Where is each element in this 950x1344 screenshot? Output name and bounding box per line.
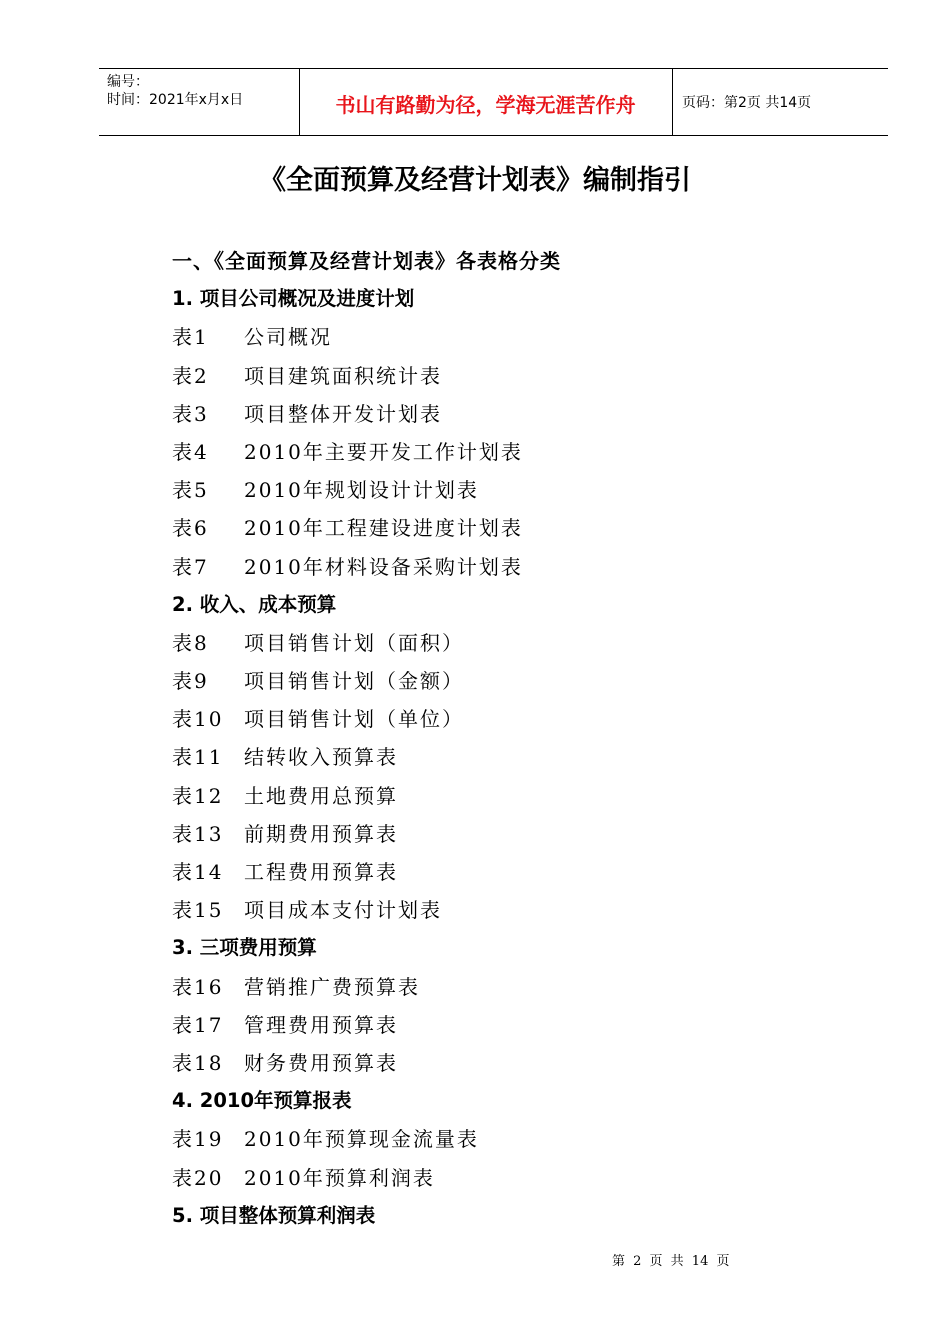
- table-number: 表2: [172, 363, 209, 388]
- subsection-heading: 5. 项目整体预算利润表: [172, 1203, 376, 1227]
- table-list-item: [172, 815, 892, 853]
- table-list-item: [172, 509, 892, 547]
- table-number: 表11: [172, 745, 224, 770]
- table-number: 表4: [172, 439, 209, 464]
- table-list-item: [172, 1006, 892, 1044]
- table-list-item: [172, 471, 892, 509]
- table-title: 财务费用预算表: [244, 1050, 398, 1075]
- table-list-item: [172, 318, 892, 356]
- page-footer: 第 2 页 共 14 页: [612, 1254, 730, 1269]
- table-number: 表17: [172, 1012, 224, 1037]
- table-title: 项目销售计划（面积）: [244, 630, 464, 655]
- table-number: 表8: [172, 630, 209, 655]
- table-number: 表3: [172, 401, 209, 426]
- table-title: 2010年材料设备采购计划表: [244, 554, 523, 579]
- header-motto-cell: [299, 69, 673, 135]
- header-left-cell: [99, 69, 300, 135]
- table-list-item: [172, 1159, 892, 1197]
- table-title: 项目整体开发计划表: [244, 401, 442, 426]
- table-list-item: [172, 433, 892, 471]
- document-title: 《全面预算及经营计划表》编制指引: [259, 165, 691, 196]
- table-number: 表9: [172, 669, 209, 694]
- table-title: 2010年规划设计计划表: [244, 478, 479, 503]
- table-list-item: [172, 548, 892, 586]
- table-title: 营销推广费预算表: [244, 974, 420, 999]
- table-list-item: [172, 738, 892, 776]
- table-list-item: [172, 968, 892, 1006]
- motto-text: 书山有路勤为径，学海无涯苦作舟: [335, 93, 636, 117]
- date-label: 时间：2021年x月x日: [107, 92, 244, 108]
- table-list-item: [172, 853, 892, 891]
- table-list-item: [172, 1044, 892, 1082]
- table-list-item: [172, 777, 892, 815]
- table-list-item: [172, 700, 892, 738]
- page-label: 页码：第2页 共14页: [682, 95, 812, 111]
- table-title: 2010年工程建设进度计划表: [244, 516, 523, 541]
- table-list-item: [172, 357, 892, 395]
- number-label: 编号：: [107, 74, 149, 90]
- section-heading: 一、《全面预算及经营计划表》各表格分类: [172, 249, 561, 273]
- header-right-cell: [672, 69, 888, 135]
- table-list-item: [172, 662, 892, 700]
- subsection-heading: 2. 收入、成本预算: [172, 592, 337, 616]
- table-number: 表19: [172, 1127, 224, 1152]
- table-title: 土地费用总预算: [244, 783, 398, 808]
- document-body: [172, 242, 892, 1235]
- table-title: 2010年预算利润表: [244, 1165, 435, 1190]
- table-list-item: [172, 395, 892, 433]
- table-title: 工程费用预算表: [244, 860, 398, 884]
- table-title: 项目建筑面积统计表: [244, 363, 442, 388]
- table-title: 项目成本支付计划表: [244, 898, 442, 923]
- subsection-heading: 4. 2010年预算报表: [172, 1089, 352, 1113]
- table-number: 表1: [172, 325, 209, 350]
- table-title: 管理费用预算表: [244, 1012, 398, 1037]
- table-title: 2010年预算现金流量表: [244, 1127, 479, 1152]
- table-list-item: [172, 1120, 892, 1158]
- table-number: 表5: [172, 478, 209, 503]
- table-number: 表15: [172, 898, 224, 923]
- table-number: 表12: [172, 783, 224, 808]
- table-number: 表6: [172, 516, 209, 541]
- table-number: 表18: [172, 1050, 224, 1075]
- table-number: 表14: [172, 860, 224, 884]
- table-number: 表16: [172, 974, 224, 999]
- table-number: 表13: [172, 821, 224, 846]
- table-number: 表20: [172, 1165, 224, 1190]
- table-list-item: [172, 891, 892, 929]
- table-number: 表7: [172, 554, 209, 579]
- table-title: 公司概况: [244, 325, 332, 350]
- table-title: 项目销售计划（单位）: [244, 707, 464, 732]
- subsection-heading: 3. 三项费用预算: [172, 936, 317, 960]
- table-number: 表10: [172, 707, 224, 732]
- table-title: 项目销售计划（金额）: [244, 669, 464, 694]
- subsection-heading: 1. 项目公司概况及进度计划: [172, 287, 415, 311]
- table-title: 2010年主要开发工作计划表: [244, 439, 523, 464]
- table-title: 结转收入预算表: [244, 745, 398, 770]
- table-list-item: [172, 624, 892, 662]
- table-title: 前期费用预算表: [244, 821, 398, 846]
- page-header: [99, 68, 888, 136]
